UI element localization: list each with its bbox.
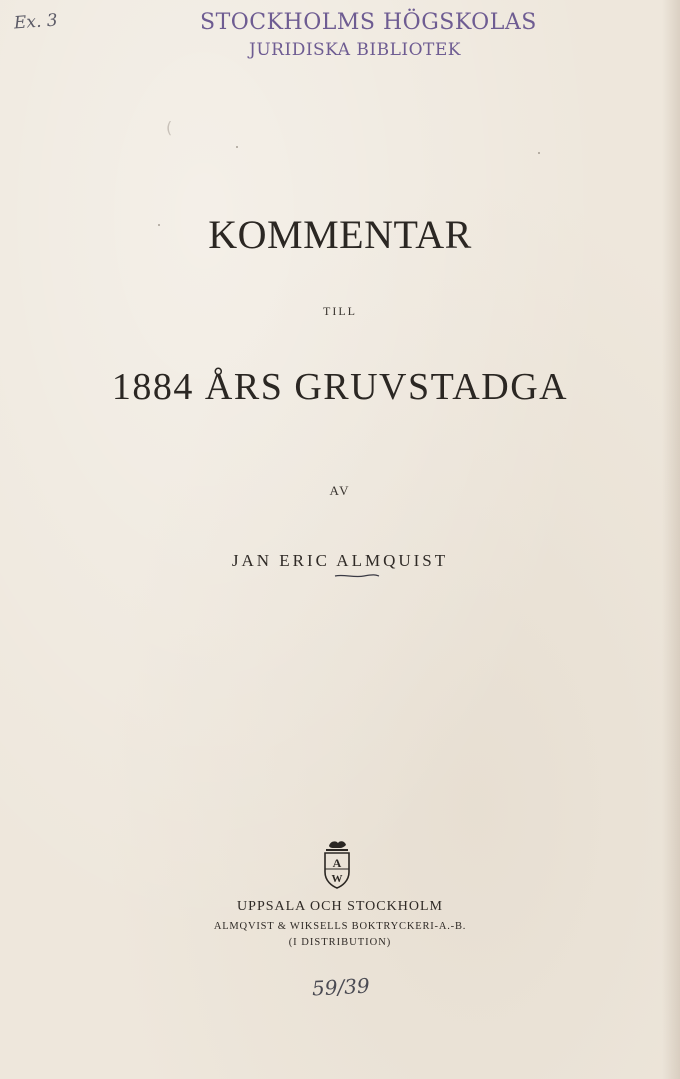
- faint-pencil-mark: (: [166, 118, 173, 137]
- title-connector: TILL: [323, 304, 357, 318]
- book-title: KOMMENTAR: [208, 212, 472, 257]
- imprint-printer: ALMQVIST & WIKSELLS BOKTRYCKERI-A.-B.: [213, 921, 467, 932]
- author-name: JAN ERIC ALMQUIST: [231, 551, 449, 570]
- svg-text:W: W: [331, 873, 343, 885]
- book-subtitle: 1884 ÅRS GRUVSTADGA: [111, 366, 569, 408]
- imprint-city: UPPSALA OCH STOCKHOLM: [237, 899, 443, 914]
- paper-speck: [236, 146, 238, 148]
- svg-text:A: A: [332, 856, 342, 870]
- library-stamp-line-1: STOCKHOLMS HÖGSKOLAS: [200, 10, 537, 35]
- ink-underline-mark: [334, 573, 380, 579]
- author-prefix: AV: [329, 483, 351, 498]
- handwritten-shelf-mark: Ex. 3: [13, 10, 59, 34]
- library-stamp-line-2: JURIDISKA BIBLIOTEK: [249, 40, 461, 60]
- printer-device-icon: [320, 838, 354, 890]
- handwritten-acquisition-number: 59/39: [311, 973, 371, 1001]
- paper-speck: [538, 152, 540, 154]
- imprint-distribution: (I DISTRIBUTION): [288, 937, 392, 948]
- page-edge-shadow: [662, 0, 680, 1079]
